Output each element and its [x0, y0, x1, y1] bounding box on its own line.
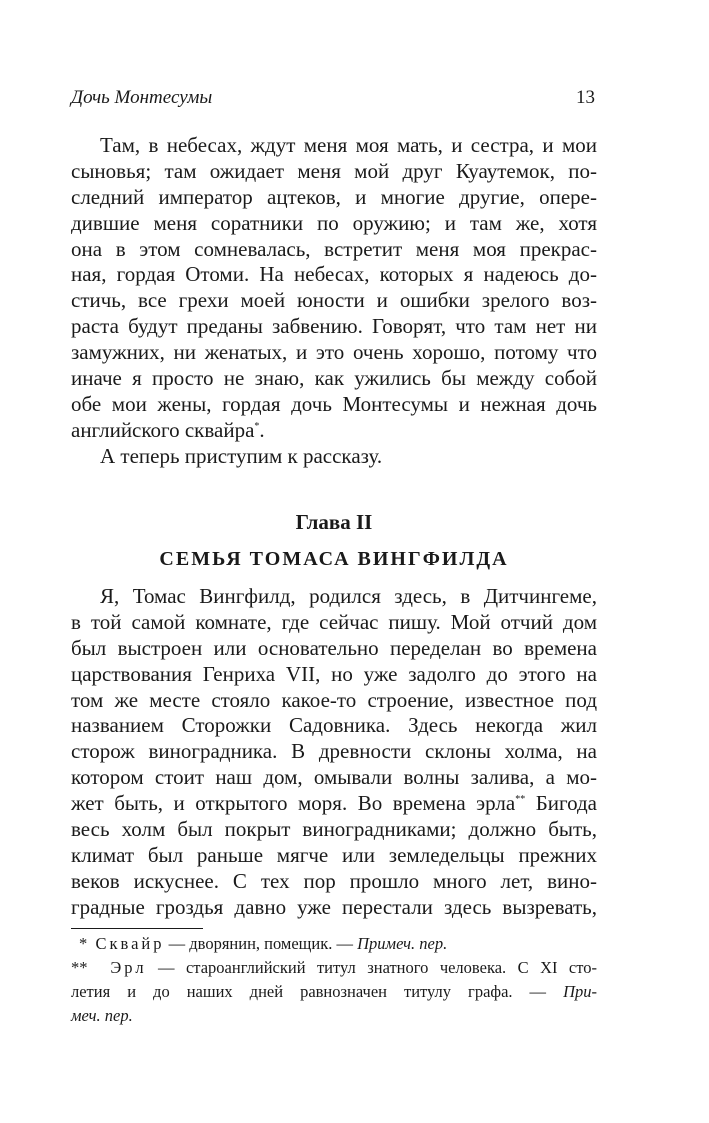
- text-line: иначе я просто не знаю, как ужились бы между собой: [71, 366, 597, 391]
- text-line: градные гроздья давно уже перестали здесь вызревать,: [71, 894, 597, 919]
- footnote-1: [71, 932, 597, 956]
- footnote-term: Сквайр: [95, 934, 165, 953]
- text-line: климат был раньше мягче или земледельцы прежних: [71, 842, 597, 867]
- text-line: царствования Генриха VII, но уже задолго до этого на: [71, 661, 597, 686]
- chapter-title: СЕМЬЯ ТОМАСА ВИНГФИЛДА: [159, 548, 509, 570]
- page-number: 13: [576, 87, 595, 108]
- footnote-2: [71, 956, 597, 980]
- running-head: [71, 86, 597, 110]
- text-line: Я, Томас Вингфилд, родился здесь, в Дитчингеме,: [100, 584, 597, 608]
- paragraph-1: [71, 133, 597, 470]
- footnote-text: — дворянин, помещик. —: [168, 934, 353, 953]
- text-line: Там, в небесах, ждут меня моя мать, и сестра, и мои: [100, 133, 597, 157]
- text-fragment: жет быть, и открытого моря. Во времена эрла: [71, 791, 516, 816]
- paragraph-3: [71, 584, 597, 921]
- footnote-2-cont: [71, 980, 597, 1004]
- text-line: котором стоит наш дом, омывали волны залива, а мо-: [71, 765, 597, 790]
- text-line: следний император ацтеков, и многие другие, опере-: [71, 184, 597, 209]
- text-line: сыновья; там ожидает меня мой друг Куаутемок, по-: [71, 158, 597, 183]
- text-line: названием Сторожки Садовника. Здесь некогда жил: [71, 713, 597, 738]
- text-line: сторож виноградника. В древности склоны холма, на: [71, 739, 597, 764]
- text-line: [71, 791, 597, 817]
- footnote-2-end: [71, 1004, 597, 1028]
- footnote-text: летия и до наших дней равнозначен титулу графа. —: [71, 982, 547, 1001]
- footnote-mark: *: [79, 934, 88, 953]
- text-line: английского сквайра*.: [71, 417, 265, 442]
- text-line: том же месте стояло какое-то строение, известное под: [71, 687, 597, 712]
- footnote-note: При-: [563, 982, 598, 1001]
- footnote-term: Эрл: [110, 958, 147, 977]
- footnote-mark: **: [71, 958, 88, 977]
- text-line: стичь, все грехи моей юности и ошибки зрелого воз-: [71, 288, 597, 313]
- text-line: веков искуснее. С тех пор прошло много лет, вино-: [71, 868, 597, 893]
- chapter-label: Глава II: [295, 510, 373, 534]
- text-line: А теперь приступим к рассказу.: [100, 443, 383, 468]
- text-line: раста будут преданы забвению. Говорят, что там нет ни: [71, 314, 597, 339]
- text-line: ная, гордая Отоми. На небесах, которых я надеюсь до-: [71, 262, 597, 287]
- running-title: Дочь Монтесумы: [71, 87, 213, 108]
- footnote-text: — староанглийский титул знатного человека. С XI сто-: [158, 958, 597, 977]
- text-line: был выстроен или основательно переделан во времена: [71, 635, 597, 660]
- text-line: она в этом сомневалась, встретит меня моя прекрас-: [71, 236, 597, 261]
- text-line: дившие меня соратники по оружию; и там же, хотя: [71, 210, 597, 235]
- footnotes: [71, 932, 597, 1028]
- footnote-ref-1[interactable]: *: [254, 420, 260, 432]
- text-line: весь холм был покрыт виноградниками; должно быть,: [71, 817, 597, 842]
- text-line: замужних, ни женатых, и это очень хорошо, потому что: [71, 340, 597, 365]
- footnote-ref-2[interactable]: **: [515, 794, 526, 806]
- text-fragment: Бигода: [535, 791, 597, 816]
- text-line: обе мои жены, гордая дочь Монтесумы и нежная дочь: [71, 391, 597, 416]
- footnote-divider: [71, 928, 203, 929]
- text-line: в той самой комнате, где сейчас пишу. Мой отчий дом: [71, 609, 597, 634]
- footnote-note: Примеч. пер.: [357, 934, 448, 953]
- book-page: [71, 0, 597, 1123]
- text-fragment: английского сквайра: [71, 417, 255, 442]
- footnote-note: меч. пер.: [71, 1006, 133, 1025]
